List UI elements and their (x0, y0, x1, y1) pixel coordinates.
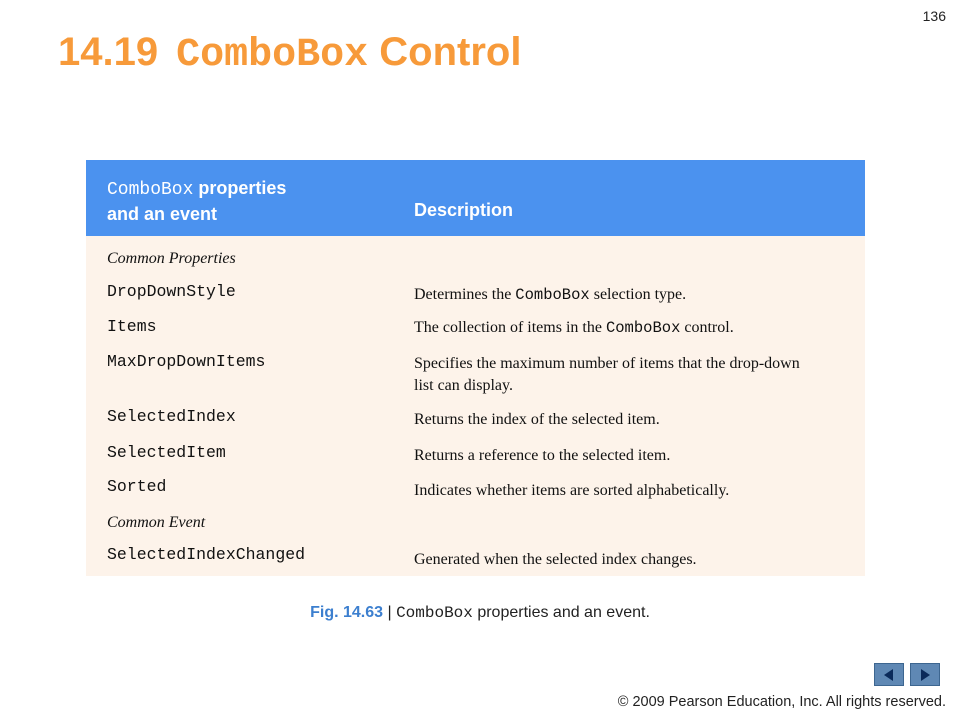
header-line2: and an event (107, 204, 218, 224)
triangle-right-icon (917, 667, 933, 683)
desc-text: control. (680, 319, 734, 336)
table-row-desc: Returns the index of the selected item. (414, 411, 660, 428)
table-row-name: MaxDropDownItems (107, 352, 266, 371)
caption-code: ComboBox (396, 604, 473, 622)
copyright-footer: © 2009 Pearson Education, Inc. All rights reserved. (617, 694, 946, 710)
header-code: ComboBox (107, 180, 194, 200)
section-common-properties: Common Properties (107, 250, 236, 267)
desc-code: ComboBox (605, 319, 681, 337)
title-code: ComboBox (176, 33, 369, 78)
header-rest: properties (193, 178, 287, 198)
section-common-event: Common Event (107, 514, 206, 531)
table-row-desc: Generated when the selected index changes. (414, 551, 697, 568)
caption-text: properties and an event. (472, 604, 650, 621)
desc-code: ComboBox (515, 286, 590, 304)
table-row-name: DropDownStyle (107, 282, 236, 301)
table-header (86, 160, 865, 236)
desc-text: selection type. (589, 286, 687, 303)
desc-text: Specifies the maximum number of items that the drop-down (414, 355, 800, 372)
table-row-desc (414, 284, 854, 306)
slide-title (58, 30, 521, 78)
previous-slide-button[interactable] (874, 663, 904, 686)
table-row-desc: Indicates whether items are sorted alphabetically. (414, 482, 730, 499)
header-column-description: Description (414, 200, 514, 220)
next-slide-button[interactable] (910, 663, 940, 686)
table-row-name: SelectedIndex (107, 407, 236, 426)
triangle-left-icon (881, 667, 897, 683)
table-row-name: SelectedIndexChanged (107, 545, 306, 564)
table-row-name: Sorted (107, 477, 167, 496)
properties-table (86, 160, 865, 576)
desc-text: Determines the (414, 286, 516, 303)
desc-text: The collection of items in the (414, 319, 606, 336)
caption-separator: | (383, 604, 397, 621)
table-row-name: Items (107, 317, 157, 336)
table-row-desc (414, 317, 854, 339)
figure-caption (0, 604, 960, 622)
caption-figure-number: Fig. 14.63 (310, 604, 384, 621)
table-row-desc: Returns a reference to the selected item. (414, 447, 671, 464)
page-number: 136 (922, 8, 946, 24)
table-row-desc (414, 353, 854, 397)
header-column-properties (107, 176, 286, 226)
title-number: 14.19 (58, 30, 159, 74)
table-row-name: SelectedItem (107, 443, 226, 462)
title-rest: Control (379, 30, 522, 74)
desc-text: list can display. (414, 377, 513, 394)
